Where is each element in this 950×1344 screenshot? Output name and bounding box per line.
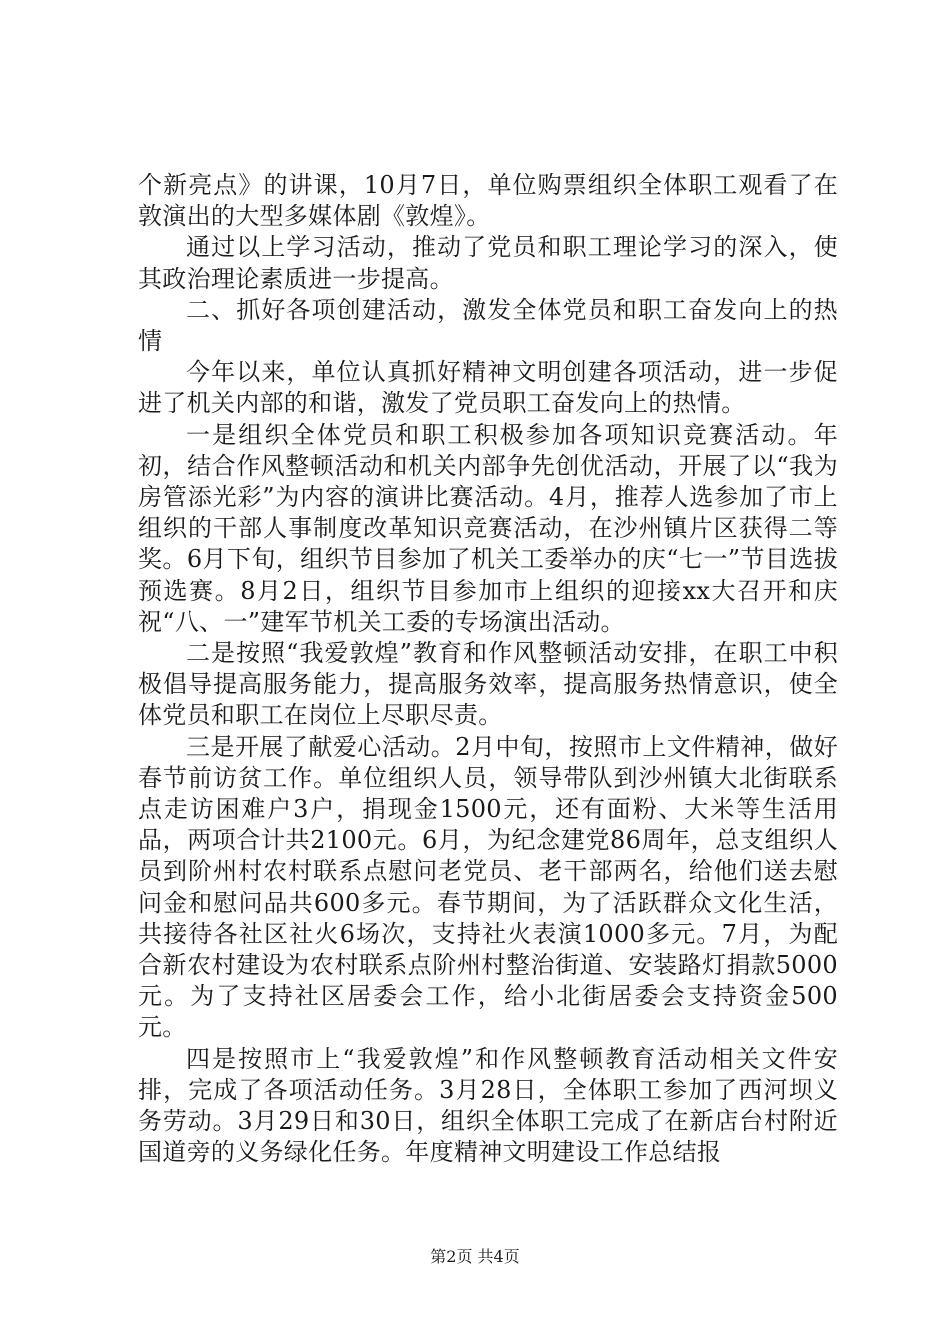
paragraph-5: 二是按照“我爱敦煌”教育和作风整顿活动安排，在职工中积极倡导提高服务能力，提高服务效率，提高服务热情意识，使全体党员和职工在岗位上尽职尽责。 xyxy=(138,639,838,730)
page-number-label: 第2页 共4页 xyxy=(430,1247,520,1266)
paragraph-3: 今年以来，单位认真抓好精神文明创建各项活动，进一步促进了机关内部的和谐，激发了党员职工奋发向上的热情。 xyxy=(138,358,838,418)
paragraph-2: 通过以上学习活动，推动了党员和职工理论学习的深入，使其政治理论素质进一步提高。 xyxy=(138,233,838,293)
section-heading: 二、抓好各项创建活动，激发全体党员和职工奋发向上的热情 xyxy=(138,295,838,356)
paragraph-7: 四是按照市上“我爱敦煌”和作风整顿教育活动相关文件安排，完成了各项活动任务。3月28日，全体职工参加了西河坝义务劳动。3月29日和30日，组织全体职工完成了在新店台村附近国道旁的义务绿化任务。年度精神文明建设工作总结报 xyxy=(138,1044,838,1167)
paragraph-4: 一是组织全体党员和职工积极参加各项知识竞赛活动。年初，结合作风整顿活动和机关内部争先创优活动，开展了以“我为房管添光彩”为内容的演讲比赛活动。4月，推荐人选参加了市上组织的干部人事制度改革知识竞赛活动，在沙州镇片区获得二等奖。6月下旬，组织节目参加了机关工委举办的庆“七一”节目选拔预选赛。8月2日，组织节目参加市上组织的迎接xx大召开和庆祝“八、一”建军节机关工委的专场演出活动。 xyxy=(138,420,838,636)
paragraph-6: 三是开展了献爱心活动。2月中旬，按照市上文件精神，做好春节前访贫工作。单位组织人员，领导带队到沙州镇大北街联系点走访困难户3户，捐现金1500元，还有面粉、大米等生活用品，两项合计共2100元。6月，为纪念建党86周年，总支组织人员到阶州村农村联系点慰问老党员、老干部两名，给他们送去慰问金和慰问品共600多元。春节期间，为了活跃群众文化生活，共接待各社区社火6场次，支持社火表演1000多元。7月，为配合新农村建设为农村联系点阶州村整治街道、安装路灯捐款5000元。为了支持社区居委会工作，给小北街居委会支持资金500元。 xyxy=(138,732,838,1042)
document-body xyxy=(138,170,838,1169)
paragraph-1: 个新亮点》的讲课，10月7日，单位购票组织全体职工观看了在敦演出的大型多媒体剧《敦煌》。 xyxy=(138,171,838,231)
page-footer xyxy=(0,1244,950,1267)
